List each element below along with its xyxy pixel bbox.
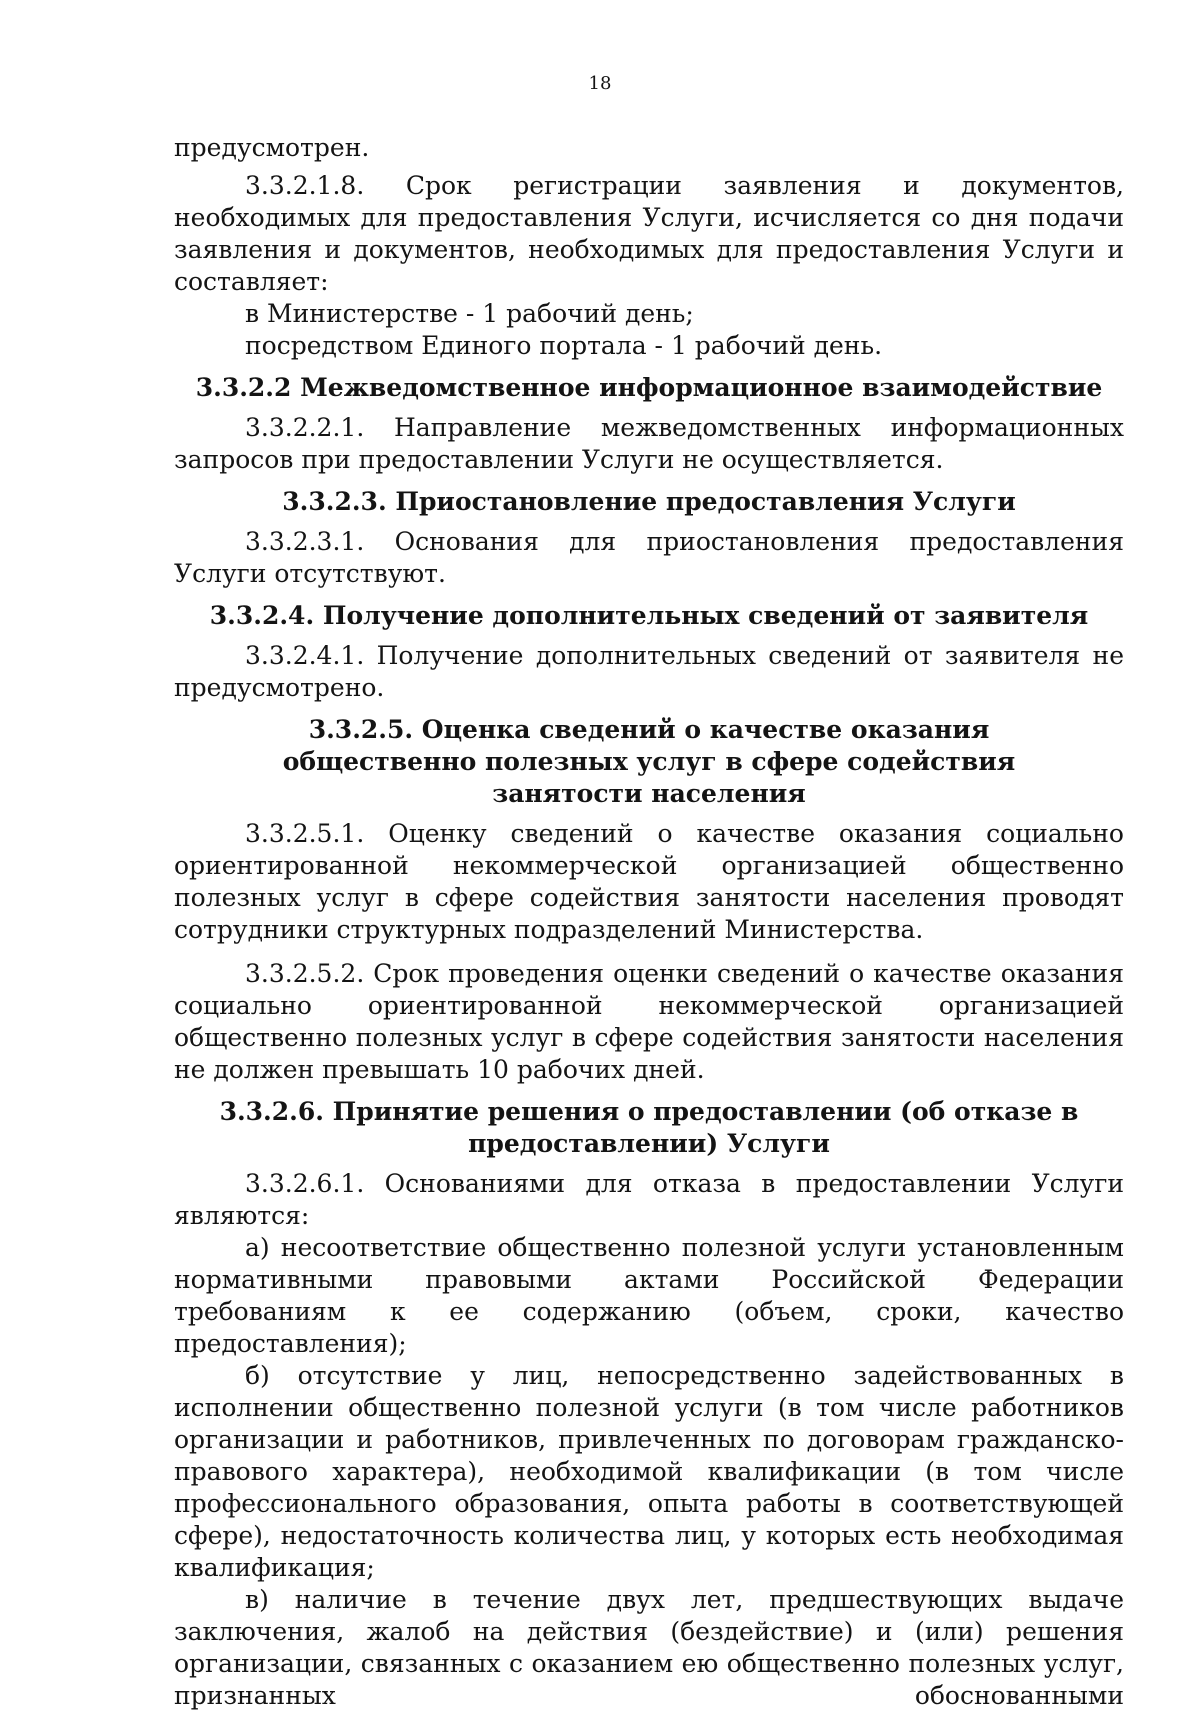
- section-heading: 3.3.2.6. Принятие решения о предоставлении (об отказе в предоставлении) Услуги: [219, 1097, 1079, 1158]
- paragraph: предусмотрен.: [174, 133, 370, 162]
- document-body: [174, 132, 1124, 1712]
- paragraph: 3.3.2.3.1. Основания для приостановления предоставления Услуги отсутствуют.: [174, 527, 1124, 588]
- paragraph: а) несоответствие общественно полезной услуги установленным нормативными правовыми актами Российской Федерации требованиям к ее содержанию (объем, сроки, качество предоставления);: [174, 1233, 1124, 1358]
- paragraph: 3.3.2.5.1. Оценку сведений о качестве оказания социально ориентированной некоммерческой организацией общественно полезных услуг в сфере содействия занятости населения проводят сотрудники структурных подразделений Министерства.: [174, 819, 1124, 944]
- section-heading: 3.3.2.5. Оценка сведений о качестве оказания общественно полезных услуг в сфере содействия занятости населения: [282, 715, 1016, 808]
- section-heading: 3.3.2.4. Получение дополнительных сведений от заявителя: [209, 601, 1089, 630]
- paragraph: 3.3.2.1.8. Срок регистрации заявления и документов, необходимых для предоставления Услуги, исчисляется со дня подачи заявления и документов, необходимых для предоставления Услуги и составляет:: [174, 171, 1124, 296]
- page-number: 18: [588, 73, 612, 94]
- paragraph: в Министерстве - 1 рабочий день;: [245, 299, 694, 328]
- section-heading: 3.3.2.2 Межведомственное информационное взаимодействие: [195, 373, 1103, 402]
- paragraph: 3.3.2.2.1. Направление межведомственных информационных запросов при предоставлении Услуги не осуществляется.: [174, 413, 1124, 474]
- paragraph: в) наличие в течение двух лет, предшествующих выдаче заключения, жалоб на действия (бездействие) и (или) решения организации, связанных с оказанием ею общественно полезных услуг, признанных обоснованными: [174, 1585, 1124, 1710]
- paragraph: 3.3.2.6.1. Основаниями для отказа в предоставлении Услуги являются:: [174, 1169, 1124, 1230]
- paragraph: посредством Единого портала - 1 рабочий день.: [245, 331, 883, 360]
- section-heading: 3.3.2.3. Приостановление предоставления Услуги: [282, 487, 1016, 516]
- paragraph: 3.3.2.4.1. Получение дополнительных сведений от заявителя не предусмотрено.: [174, 641, 1124, 702]
- paragraph: 3.3.2.5.2. Срок проведения оценки сведений о качестве оказания социально ориентированной некоммерческой организацией общественно полезных услуг в сфере содействия занятости населения не должен превышать 10 рабочих дней.: [174, 959, 1124, 1084]
- paragraph: б) отсутствие у лиц, непосредственно задействованных в исполнении общественно полезной услуги (в том числе работников организации и работников, привлеченных по договорам гражданско-правового характера), необходимой квалификации (в том числе профессионального образования, опыта работы в соответствующей сфере), недостаточность количества лиц, у которых есть необходимая квалификация;: [174, 1361, 1124, 1582]
